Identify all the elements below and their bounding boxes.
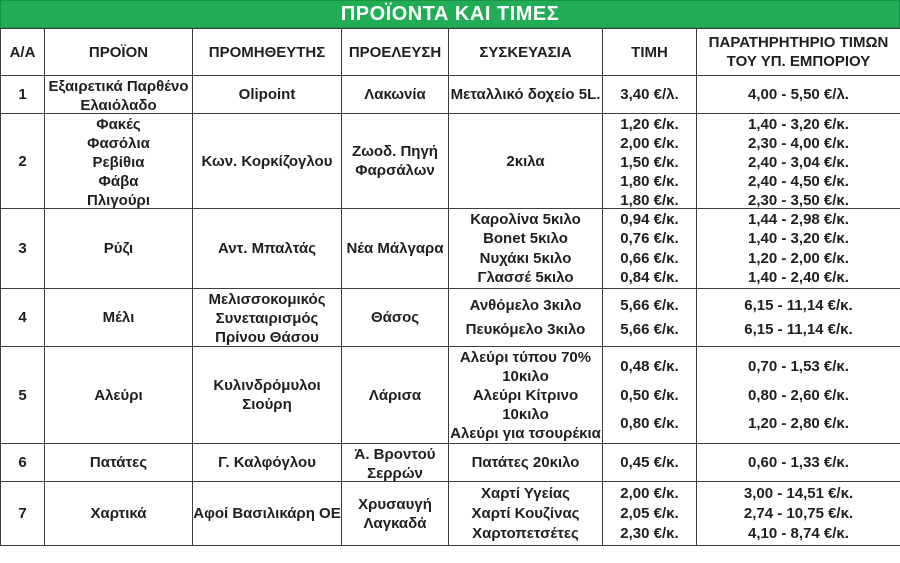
cell-line: 0,80 €/κ.	[620, 414, 679, 432]
cell-line: 0,66 €/κ.	[620, 249, 679, 267]
cell-line: Νυχάκι 5κιλο	[479, 249, 572, 267]
cell-origin	[342, 347, 449, 444]
cell-product	[45, 289, 193, 347]
table-row	[1, 76, 900, 114]
cell-line: Πευκόμελο 3κιλο	[465, 321, 586, 339]
cell-line: 2	[18, 152, 27, 170]
cell-supplier	[193, 289, 342, 347]
cell-price	[603, 289, 697, 347]
cell-line: 4	[18, 309, 27, 326]
cell-line: 1,20 €/κ.	[620, 116, 679, 133]
column-header-num	[1, 29, 45, 76]
cell-line: 0,60 - 1,33 €/κ.	[748, 454, 849, 471]
cell-line: 6	[18, 454, 27, 471]
cell-line: ΠΡΟΪΟΝ	[88, 43, 149, 61]
cell-line: 0,94 €/κ.	[620, 211, 679, 229]
cell-line: Λάρισα	[368, 386, 422, 404]
cell-line: 2,00 €/κ.	[620, 135, 679, 152]
cell-line: 2,40 - 3,04 €/κ.	[748, 154, 849, 171]
cell-packaging	[449, 76, 603, 114]
cell-line: 0,50 €/κ.	[620, 386, 679, 404]
cell-line: 3	[18, 240, 27, 257]
cell-line: Ά. Βροντού Σερρών	[354, 446, 436, 482]
cell-price	[603, 209, 697, 289]
cell-price	[603, 444, 697, 482]
cell-line: 7	[18, 505, 27, 522]
cell-line: 0,76 €/κ.	[620, 230, 679, 248]
cell-line: Γλασσέ 5κιλο	[477, 268, 574, 286]
cell-supplier	[193, 444, 342, 482]
cell-line: 6,15 - 11,14 €/κ.	[744, 321, 853, 339]
cell-line: Αφοί Βασιλικάρη ΟΕ	[193, 505, 341, 522]
cell-line: Χαρτί Υγείας	[481, 485, 570, 502]
table-row	[1, 114, 900, 209]
cell-line: Ρεβίθια	[92, 154, 145, 171]
cell-supplier	[193, 76, 342, 114]
cell-line: 2,30 - 4,00 €/κ.	[748, 135, 849, 152]
table-row	[1, 289, 900, 347]
table-row	[1, 209, 900, 289]
cell-line: Αλεύρι για τσουρέκια	[450, 425, 601, 442]
cell-product	[45, 209, 193, 289]
cell-supplier	[193, 114, 342, 209]
cell-supplier	[193, 209, 342, 289]
products-prices-table	[0, 28, 900, 546]
page-title: ΠΡΟΪΟΝΤΑ ΚΑΙ ΤΙΜΕΣ	[0, 0, 900, 28]
cell-line: Olipoint	[238, 86, 296, 103]
cell-line: 1,80 €/κ.	[620, 173, 679, 190]
cell-price	[603, 114, 697, 209]
cell-origin	[342, 114, 449, 209]
cell-line: 2,30 - 3,50 €/κ.	[748, 192, 849, 209]
cell-line: ΠΡΟΕΛΕΥΣΗ	[348, 43, 442, 61]
cell-line: 3,40 €/λ.	[620, 86, 679, 103]
cell-product	[45, 482, 193, 546]
cell-packaging	[449, 347, 603, 444]
cell-num	[1, 347, 45, 444]
cell-line: Πατάτες	[89, 454, 148, 471]
cell-line: Ανθόμελο 3κιλο	[469, 296, 582, 314]
cell-line: 2,05 €/κ.	[620, 505, 679, 522]
cell-num	[1, 114, 45, 209]
cell-line: Πατάτες 20κιλο	[471, 454, 580, 471]
table-row	[1, 347, 900, 444]
cell-line: ΤΙΜΗ	[631, 43, 668, 61]
cell-line: 0,70 - 1,53 €/κ.	[748, 358, 849, 376]
cell-supplier	[193, 482, 342, 546]
cell-num	[1, 76, 45, 114]
cell-line: 4,00 - 5,50 €/λ.	[748, 86, 849, 103]
cell-packaging	[449, 482, 603, 546]
cell-line: Μελισσοκομικός Συνεταιρισμός Πρίνου Θάσου	[208, 291, 326, 346]
cell-observatory	[697, 209, 900, 289]
cell-line: 1,80 €/κ.	[620, 192, 679, 209]
cell-line: 1	[18, 86, 27, 103]
cell-line: 0,48 €/κ.	[620, 358, 679, 376]
cell-line: 1,40 - 3,20 €/κ.	[748, 116, 849, 133]
cell-line: Αντ. Μπαλτάς	[217, 240, 317, 257]
cell-line: 4,10 - 8,74 €/κ.	[748, 525, 849, 542]
cell-num	[1, 482, 45, 546]
cell-origin	[342, 482, 449, 546]
column-header-observatory	[697, 29, 900, 76]
cell-line: 2,40 - 4,50 €/κ.	[748, 173, 849, 190]
cell-line: Χρυσαυγή Λαγκαδά	[358, 495, 432, 532]
cell-line: 5	[18, 386, 27, 404]
cell-line: 5,66 €/κ.	[620, 296, 679, 314]
cell-line: 2,00 €/κ.	[620, 485, 679, 502]
cell-packaging	[449, 444, 603, 482]
cell-line: 1,40 - 3,20 €/κ.	[748, 230, 849, 248]
cell-line: 1,20 - 2,80 €/κ.	[748, 414, 849, 432]
cell-line: Μεταλλικό δοχείο 5L.	[450, 86, 601, 103]
cell-line: Κυλινδρόμυλοι Σιούρη	[213, 377, 321, 413]
cell-line: Θάσος	[370, 309, 420, 326]
column-header-origin	[342, 29, 449, 76]
cell-observatory	[697, 76, 900, 114]
cell-line: Χαρτικά	[90, 505, 147, 522]
cell-product	[45, 347, 193, 444]
cell-line: Κων. Κορκίζογλου	[201, 152, 333, 170]
cell-observatory	[697, 114, 900, 209]
table-row	[1, 444, 900, 482]
cell-origin	[342, 209, 449, 289]
cell-line: Αλεύρι τύπου 70% 10κιλο	[459, 349, 592, 385]
header-row	[1, 29, 900, 76]
column-header-supplier	[193, 29, 342, 76]
cell-product	[45, 114, 193, 209]
cell-line: Φασόλια	[87, 135, 150, 152]
cell-line: Αλεύρι	[94, 386, 143, 404]
column-header-packaging	[449, 29, 603, 76]
cell-observatory	[697, 444, 900, 482]
cell-packaging	[449, 114, 603, 209]
cell-line: 1,40 - 2,40 €/κ.	[748, 268, 849, 286]
cell-line: 2κιλα	[506, 152, 545, 170]
cell-product	[45, 444, 193, 482]
cell-line: 1,44 - 2,98 €/κ.	[748, 211, 849, 229]
cell-product	[45, 76, 193, 114]
cell-line: Νέα Μάλγαρα	[346, 240, 444, 257]
cell-line: Αλεύρι Κίτρινο 10κιλο	[472, 387, 579, 423]
cell-price	[603, 347, 697, 444]
cell-line: Καρολίνα 5κιλο	[470, 211, 581, 229]
cell-num	[1, 209, 45, 289]
cell-line: Φακές	[96, 116, 141, 133]
cell-line: 2,30 €/κ.	[620, 525, 679, 542]
cell-line: 2,74 - 10,75 €/κ.	[743, 505, 854, 522]
cell-num	[1, 289, 45, 347]
cell-packaging	[449, 209, 603, 289]
cell-line: Λακωνία	[364, 86, 426, 103]
cell-line: ΠΡΟΜΗΘΕΥΤΗΣ	[208, 43, 326, 61]
cell-line: 3,00 - 14,51 €/κ.	[743, 485, 854, 502]
cell-origin	[342, 76, 449, 114]
cell-line: 0,84 €/κ.	[620, 268, 679, 286]
cell-line: ΣΥΣΚΕΥΑΣΙΑ	[479, 43, 572, 61]
cell-line: Εξαιρετικά Παρθένο Ελαιόλαδο	[48, 78, 189, 114]
cell-observatory	[697, 347, 900, 444]
cell-origin	[342, 444, 449, 482]
cell-line: 1,50 €/κ.	[620, 154, 679, 171]
cell-line: Μέλι	[102, 309, 135, 326]
cell-line: 1,20 - 2,00 €/κ.	[748, 249, 849, 267]
table-row	[1, 482, 900, 546]
cell-price	[603, 482, 697, 546]
cell-observatory	[697, 289, 900, 347]
cell-packaging	[449, 289, 603, 347]
cell-line: Bonet 5κιλο	[483, 230, 568, 248]
cell-price	[603, 76, 697, 114]
cell-line: Ρύζι	[103, 240, 134, 257]
cell-line: Α/Α	[9, 43, 36, 61]
cell-line: 0,45 €/κ.	[620, 454, 679, 471]
cell-line: Ζωοδ. Πηγή Φαρσάλων	[352, 143, 438, 179]
cell-origin	[342, 289, 449, 347]
cell-line: Χαρτί Κουζίνας	[471, 505, 580, 522]
cell-line: 6,15 - 11,14 €/κ.	[744, 296, 853, 314]
cell-line: Φάβα	[98, 173, 139, 190]
cell-line: 0,80 - 2,60 €/κ.	[748, 386, 849, 404]
cell-line: Χαρτοπετσέτες	[472, 525, 579, 542]
cell-line: Γ. Καλφόγλου	[218, 454, 316, 471]
cell-line: ΠΑΡΑΤΗΡΗΤΗΡΙΟ ΤΙΜΩΝ ΤΟΥ ΥΠ. ΕΜΠΟΡΙΟΥ	[708, 34, 889, 70]
cell-line: 5,66 €/κ.	[620, 321, 679, 339]
cell-supplier	[193, 347, 342, 444]
column-header-price	[603, 29, 697, 76]
cell-line: Πλιγούρι	[86, 192, 151, 209]
cell-observatory	[697, 482, 900, 546]
column-header-product	[45, 29, 193, 76]
cell-num	[1, 444, 45, 482]
